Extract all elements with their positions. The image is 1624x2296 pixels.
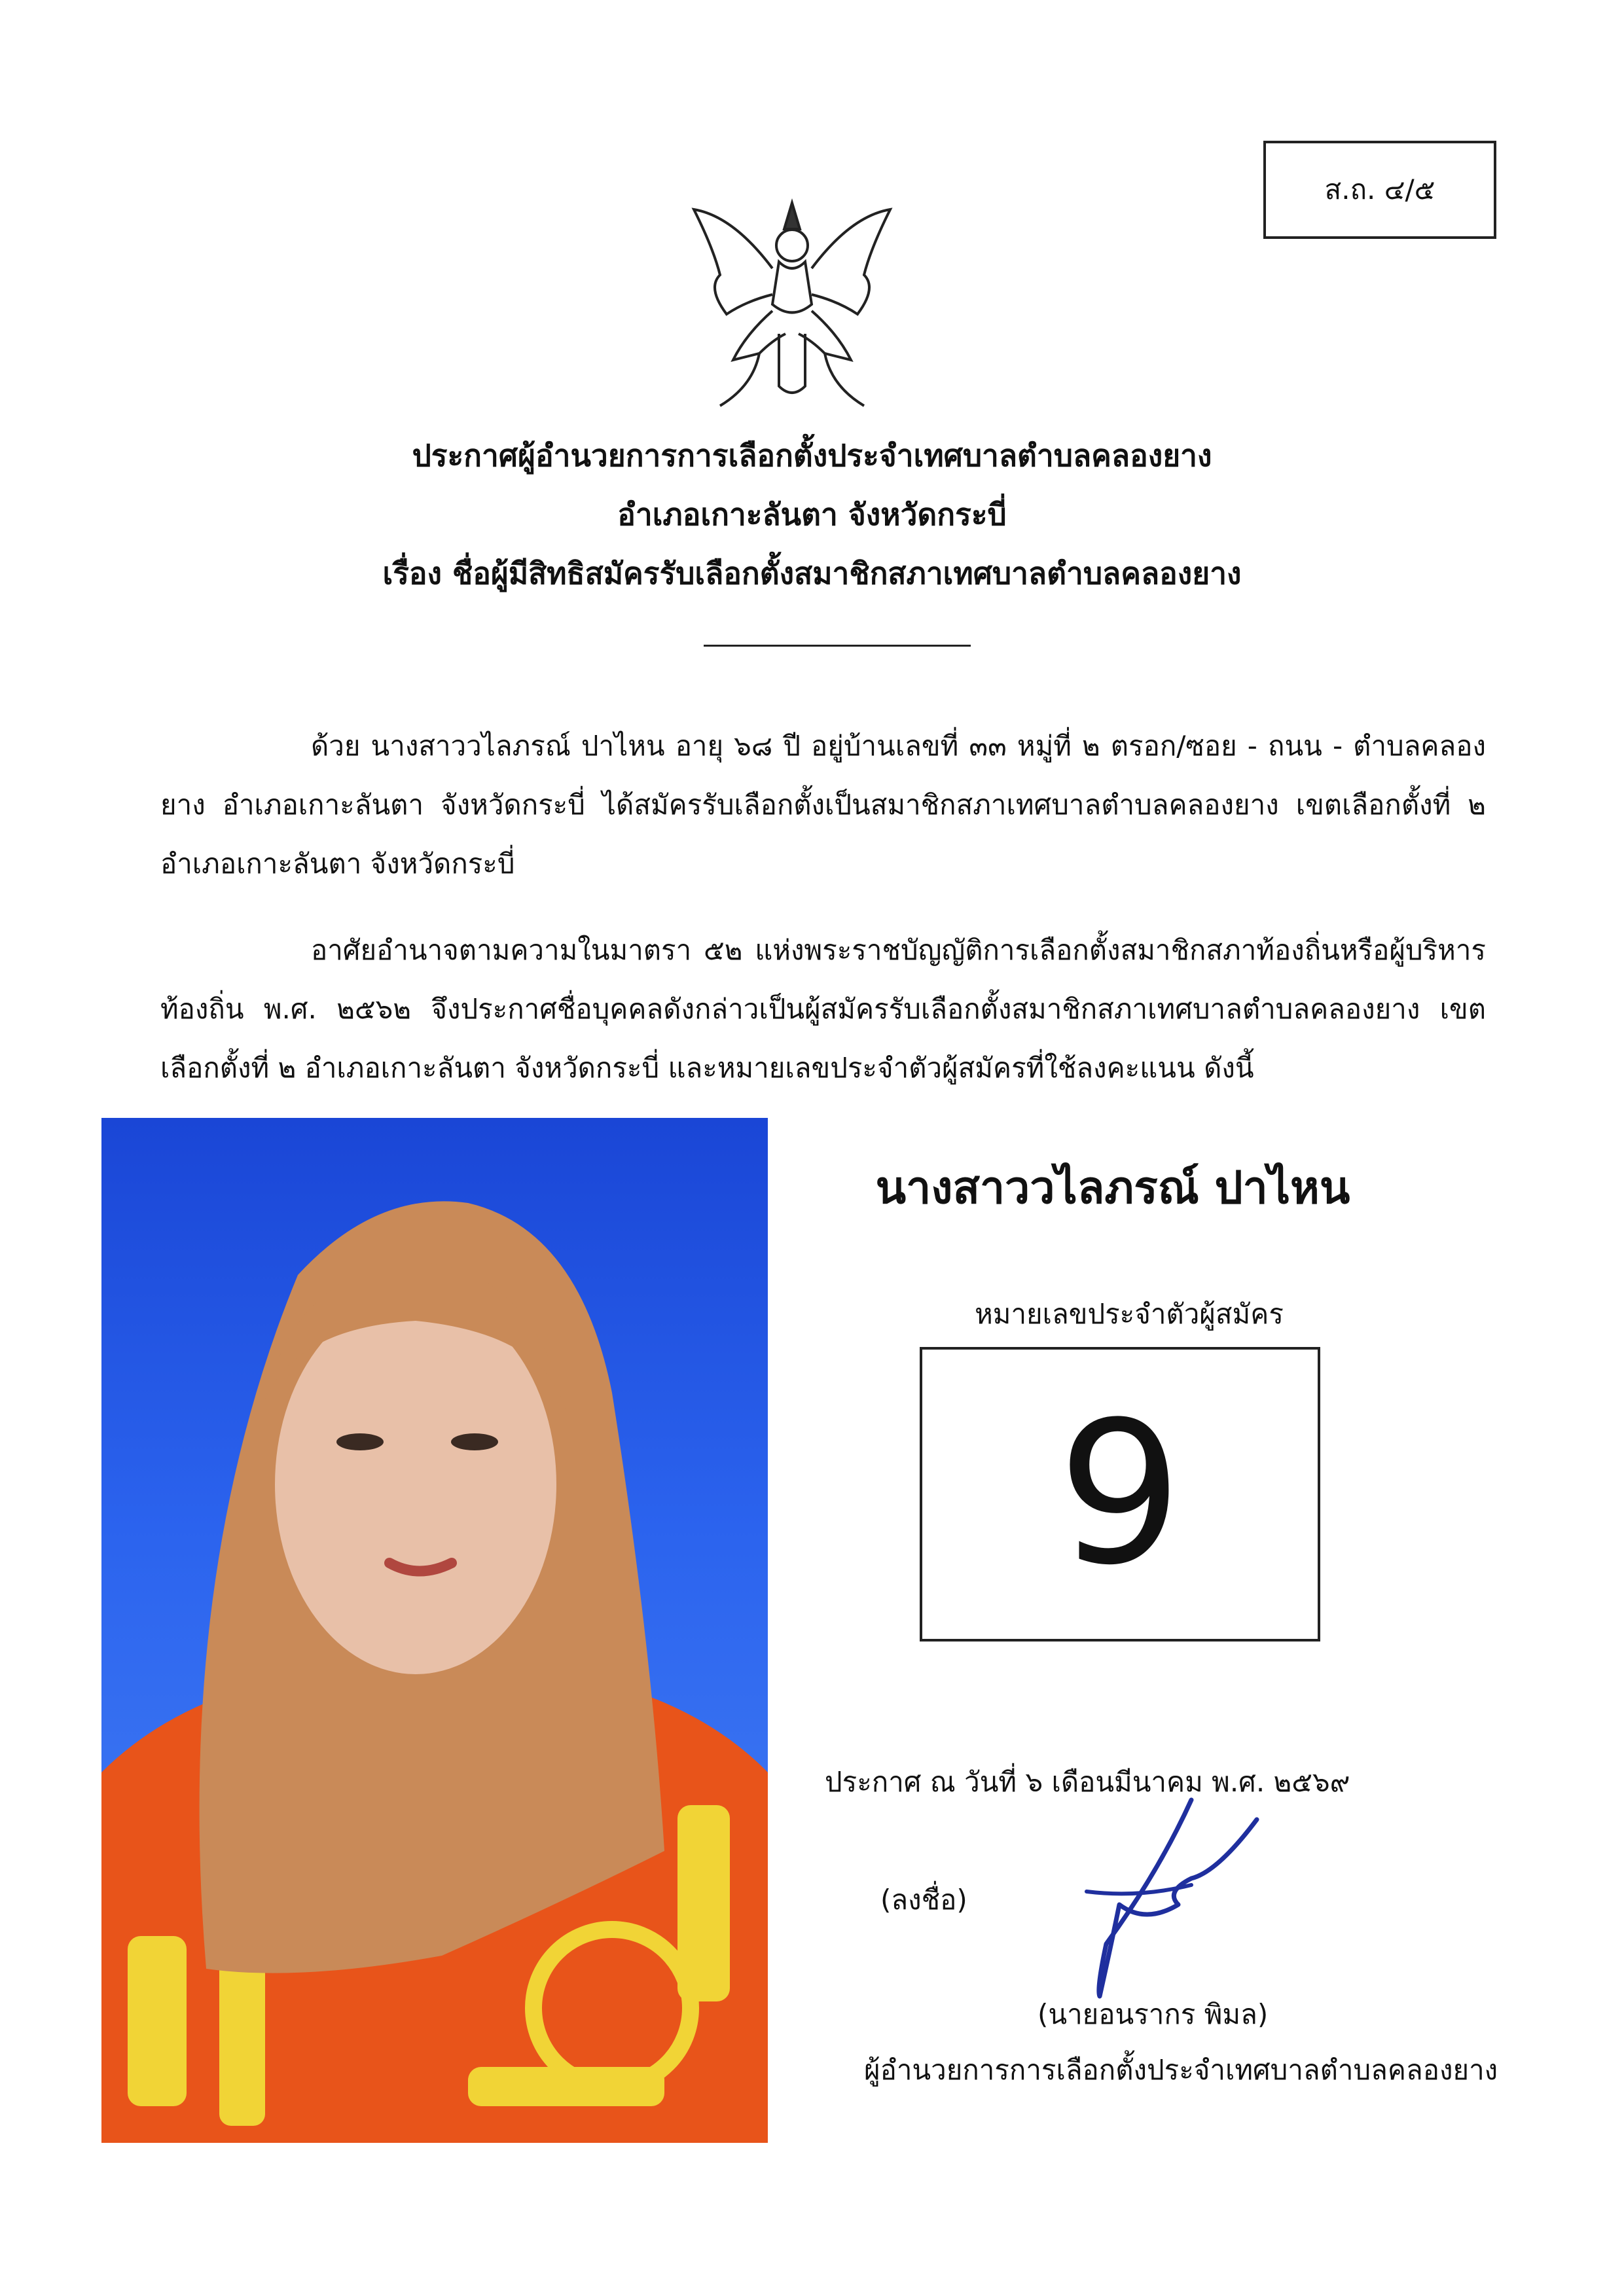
form-code-box [1263, 141, 1496, 239]
signer-title: ผู้อำนวยการการเลือกตั้งประจำเทศบาลตำบลคลองยาง [864, 2054, 1498, 2086]
header-line-3: เรื่อง ชื่อผู้มีสิทธิสมัครรับเลือกตั้งสมาชิกสภาเทศบาลตำบลคลองยาง [382, 556, 1242, 591]
candidate-photo [101, 1118, 768, 2143]
candidate-number-label: หมายเลขประจำตัวผู้สมัคร [975, 1298, 1284, 1330]
candidate-number-box [920, 1347, 1320, 1641]
header-line-1: ประกาศผู้อำนวยการการเลือกตั้งประจำเทศบาลตำบลคลองยาง [412, 438, 1212, 473]
form-code: ส.ถ. ๔/๕ [1324, 173, 1435, 206]
body-text [160, 717, 1486, 1098]
handwritten-signature [1060, 1793, 1276, 2003]
paragraph-1: ด้วย นางสาววไลภรณ์ ปาไหน อายุ ๖๘ ปี อยู่บ้านเลขที่ ๓๓ หมู่ที่ ๒ ตรอก/ซอย - ถนน - ตำบลคลองยาง อำเภอเกาะลันตา จังหวัดกระบี่ ได้สมัครรับเลือกตั้งเป็นสมาชิกสภาเทศบาลตำบลคลองยาง เขตเลือกตั้งที่ ๒ อำเภอเกาะลันตา จังหวัดกระบี่ [160, 730, 1486, 880]
sign-label: (ลงชื่อ) [880, 1884, 967, 1916]
signer-name: (นายอนรากร พิมล) [1038, 1998, 1269, 2030]
divider [704, 645, 971, 647]
candidate-number: 9 [1057, 1380, 1183, 1608]
garuda-emblem-icon [681, 190, 903, 416]
paragraph-2: อาศัยอำนาจตามความในมาตรา ๕๒ แห่งพระราชบัญญัติการเลือกตั้งสมาชิกสภาท้องถิ่นหรือผู้บริหารท้องถิ่น พ.ศ. ๒๕๖๒ จึงประกาศชื่อบุคคลดังกล่าวเป็นผู้สมัครรับเลือกตั้งสมาชิกสภาเทศบาลตำบลคลองยาง เขตเลือกตั้งที่ ๒ อำเภอเกาะลันตา จังหวัดกระบี่ และหมายเลขประจำตัวผู้สมัครที่ใช้ลงคะแนน ดังนี้ [160, 934, 1486, 1084]
announcement-date: ประกาศ ณ วันที่ ๖ เดือนมีนาคม พ.ศ. ๒๕๖๙ [825, 1766, 1350, 1798]
portrait-illustration [101, 1118, 768, 2143]
header-line-2: อำเภอเกาะลันตา จังหวัดกระบี่ [617, 497, 1007, 532]
candidate-name: นางสาววไลภรณ์ ปาไหน [875, 1162, 1350, 1214]
